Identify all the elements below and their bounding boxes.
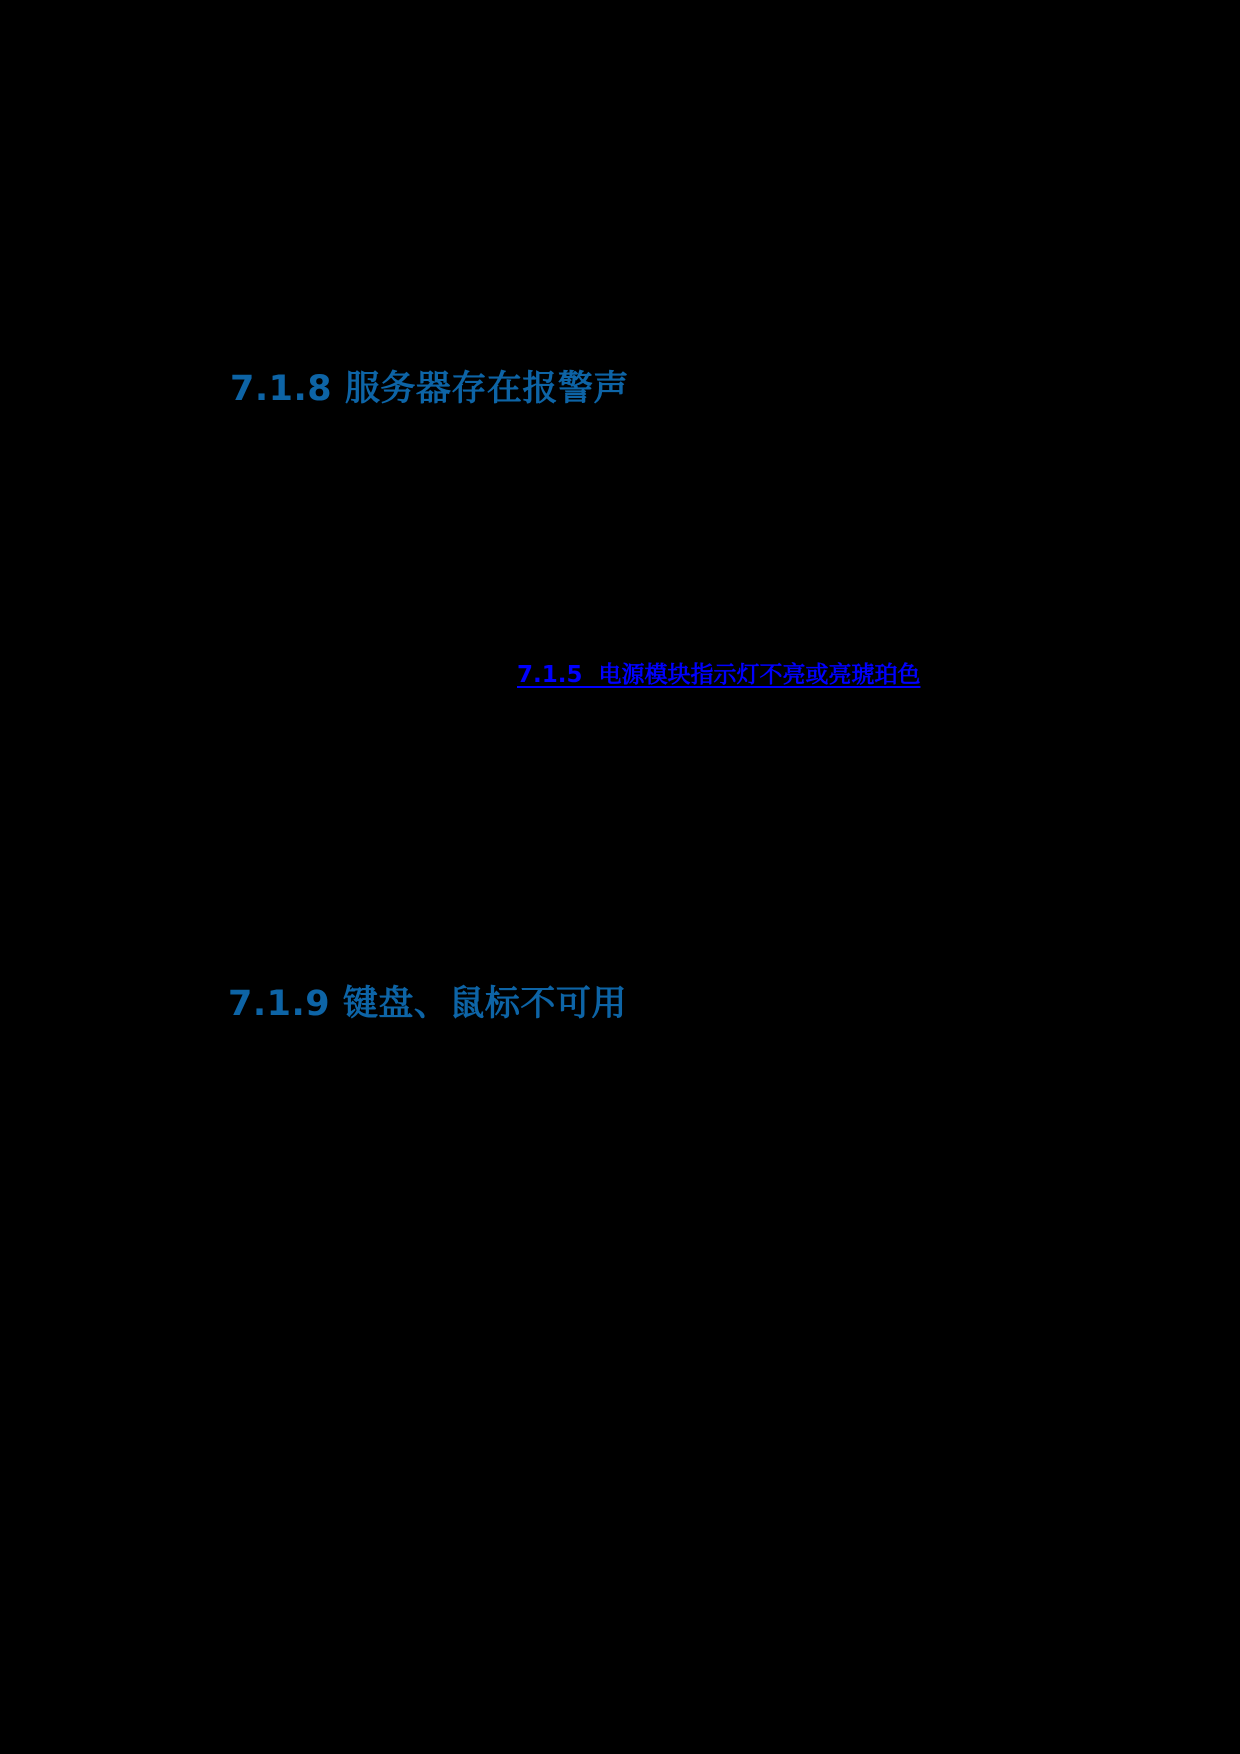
cross-reference-link-7-1-5[interactable]: 7.1.5 电源模块指示灯不亮或亮琥珀色 (517, 662, 921, 688)
section-heading-7-1-8: 7.1.8 服务器存在报警声 (230, 369, 629, 410)
section-heading-7-1-9: 7.1.9 键盘、鼠标不可用 (228, 984, 627, 1025)
